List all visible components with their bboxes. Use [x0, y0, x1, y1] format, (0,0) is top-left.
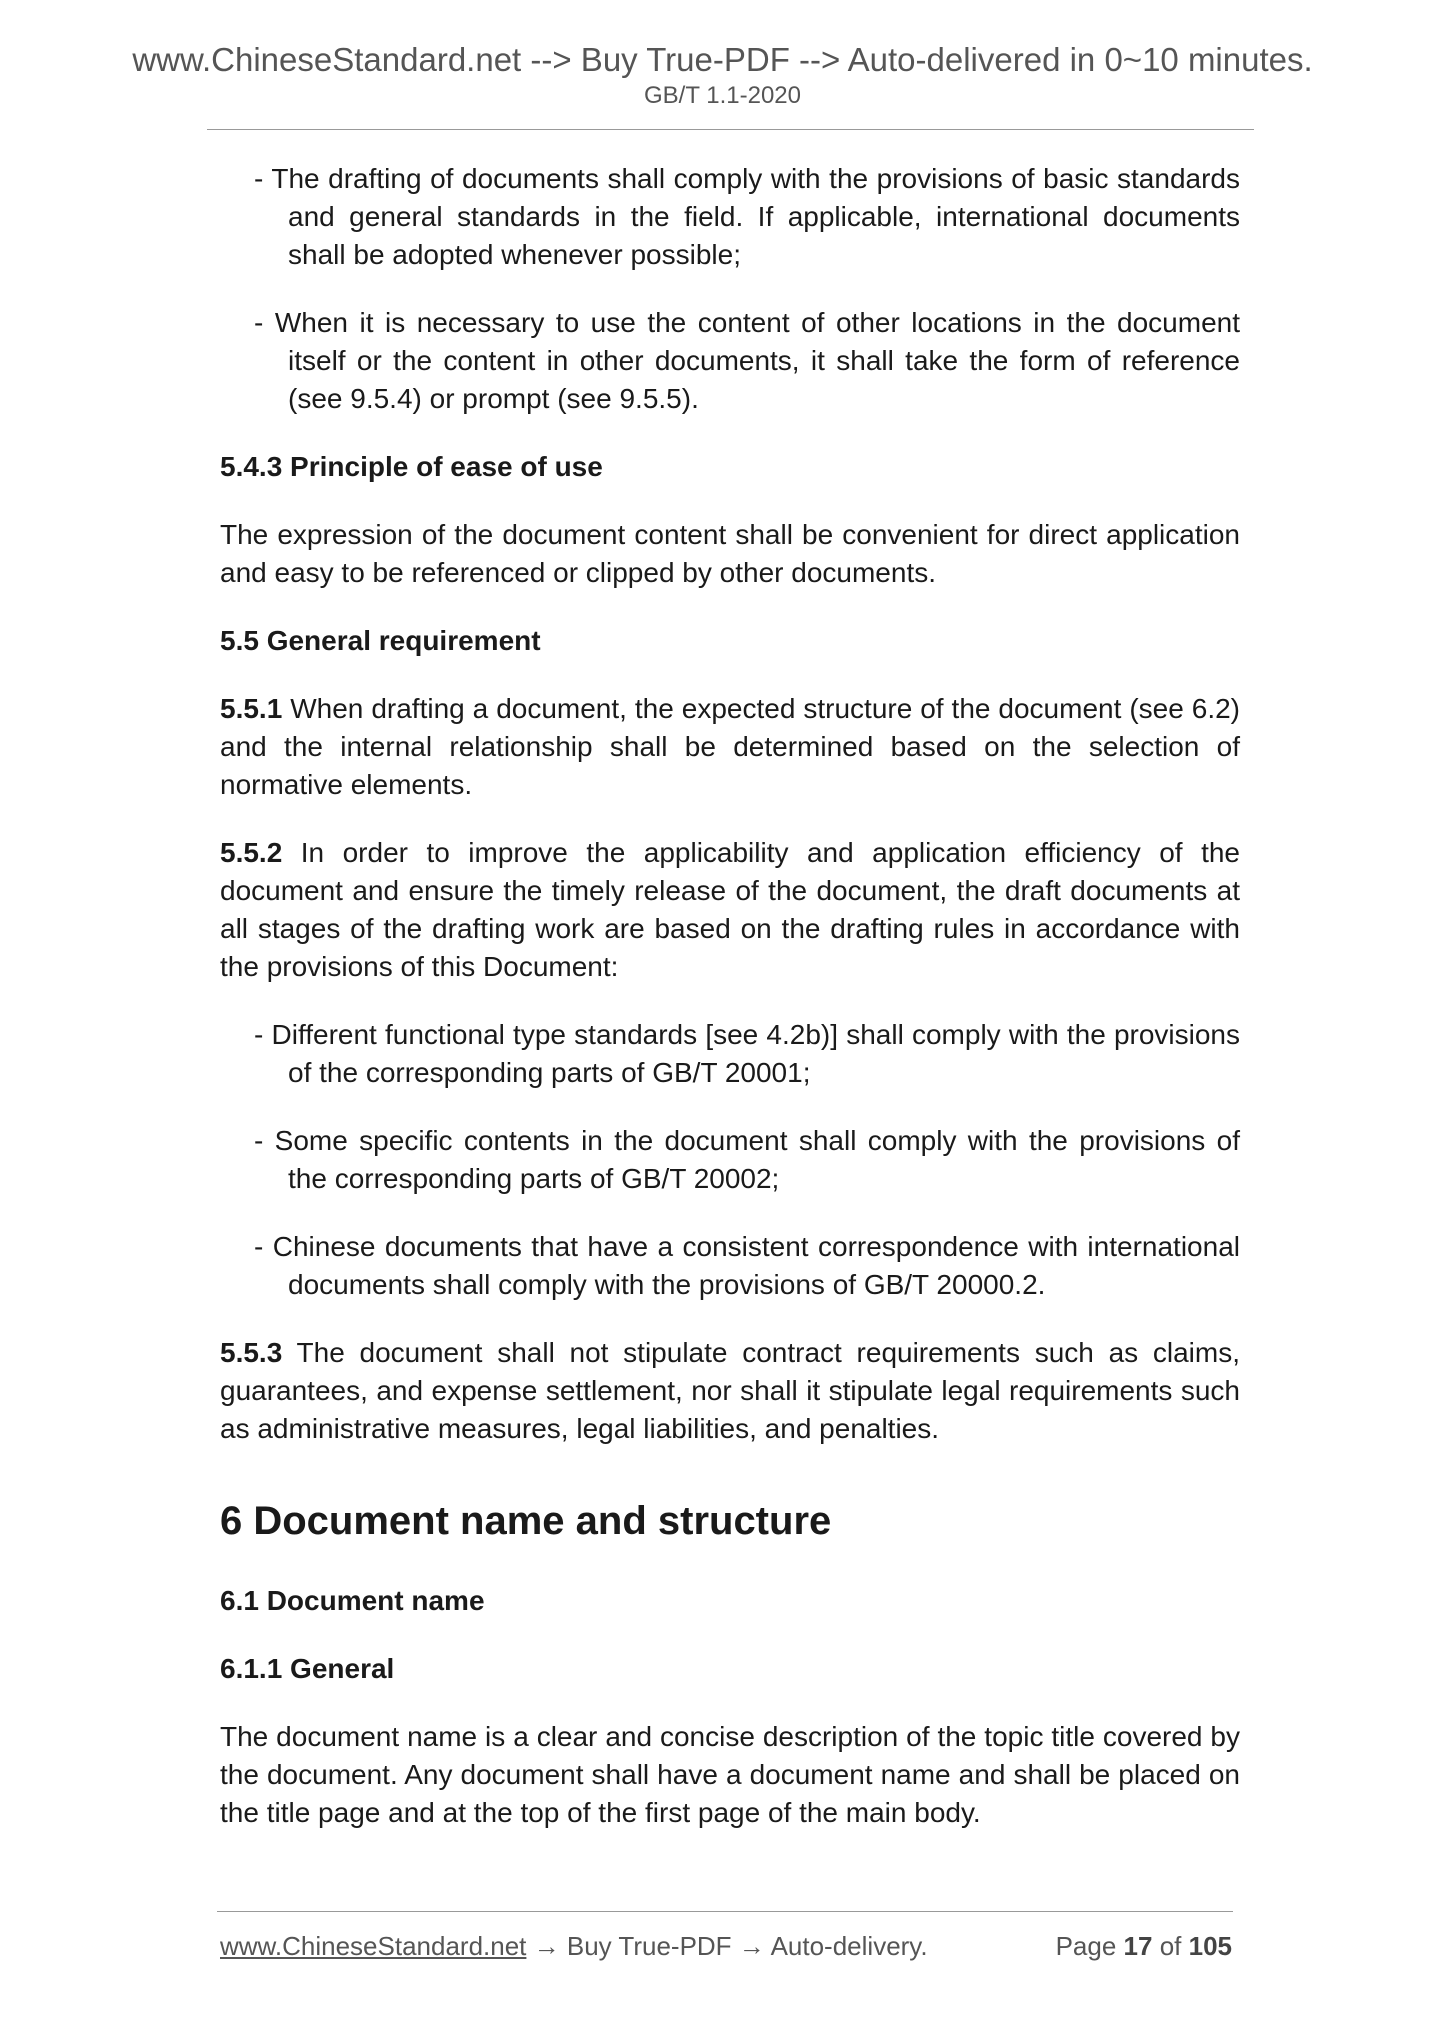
clause-text: In order to improve the applicability and application efficiency of the document and ensure the timely release of the document, the draft documents at all stages of the drafting work are based on the drafting rules in accordance with the provisions of this Document:: [220, 837, 1240, 982]
section-heading-6-1-1: 6.1.1 General: [220, 1653, 395, 1684]
clause-number: 5.5.1: [220, 693, 283, 724]
list-item: - Chinese documents that have a consistent correspondence with international documents shall comply with the provisions of GB/T 20000.2.: [254, 1231, 1240, 1300]
document-body: [220, 160, 1240, 1862]
paragraph-6-1-1: The document name is a clear and concise description of the topic title covered by the document. Any document shall have a document name and shall be placed on the title page and at the top of the first page of the main body.: [220, 1721, 1240, 1828]
footer-promo: [220, 1929, 928, 1963]
list-item: - The drafting of documents shall comply with the provisions of basic standards and general standards in the field. If applicable, international documents shall be adopted whenever possible;: [254, 163, 1240, 270]
section-heading-5-5: 5.5 General requirement: [220, 625, 541, 656]
page-header: [0, 40, 1445, 112]
list-item: - Some specific contents in the document shall comply with the provisions of the corresponding parts of GB/T 20002;: [254, 1125, 1240, 1194]
standard-code: GB/T 1.1-2020: [644, 82, 801, 109]
paragraph-5-4-3: The expression of the document content shall be convenient for direct application and easy to be referenced or clipped by other documents.: [220, 519, 1240, 588]
footer-site-link[interactable]: www.ChineseStandard.net: [220, 1931, 527, 1961]
footer-divider: [217, 1911, 1233, 1912]
header-banner[interactable]: www.ChineseStandard.net --> Buy True-PDF --> Auto-delivered in 0~10 minutes.: [132, 41, 1313, 78]
page-number: 17: [1123, 1931, 1153, 1961]
header-divider: [207, 129, 1254, 130]
list-item: - Different functional type standards [see 4.2b)] shall comply with the provisions of the corresponding parts of GB/T 20001;: [254, 1019, 1240, 1088]
clause-text: When drafting a document, the expected structure of the document (see 6.2) and the internal relationship shall be determined based on the selection of normative elements.: [220, 693, 1240, 800]
clause-5-5-1: [220, 690, 1240, 804]
clause-5-5-2: [220, 834, 1240, 986]
footer-promo-text: → Buy True-PDF → Auto-delivery.: [526, 1931, 928, 1961]
chapter-heading-6: 6 Document name and structure: [220, 1499, 832, 1543]
of-label: of: [1152, 1931, 1189, 1961]
section-heading-6-1: 6.1 Document name: [220, 1585, 485, 1616]
total-pages: 105: [1188, 1931, 1232, 1961]
page-label: Page: [1055, 1931, 1124, 1961]
page-counter: [1056, 1929, 1232, 1963]
clause-number: 5.5.2: [220, 837, 283, 868]
section-heading-5-4-3: 5.4.3 Principle of ease of use: [220, 451, 603, 482]
clause-text: The document shall not stipulate contract requirements such as claims, guarantees, and expense settlement, nor shall it stipulate legal requirements such as administrative measures, legal liabilities, and penalties.: [220, 1337, 1240, 1444]
list-item: - When it is necessary to use the content of other locations in the document itself or the content in other documents, it shall take the form of reference (see 9.5.4) or prompt (see 9.5.5).: [254, 307, 1240, 414]
clause-5-5-3: [220, 1334, 1240, 1448]
clause-number: 5.5.3: [220, 1337, 283, 1368]
